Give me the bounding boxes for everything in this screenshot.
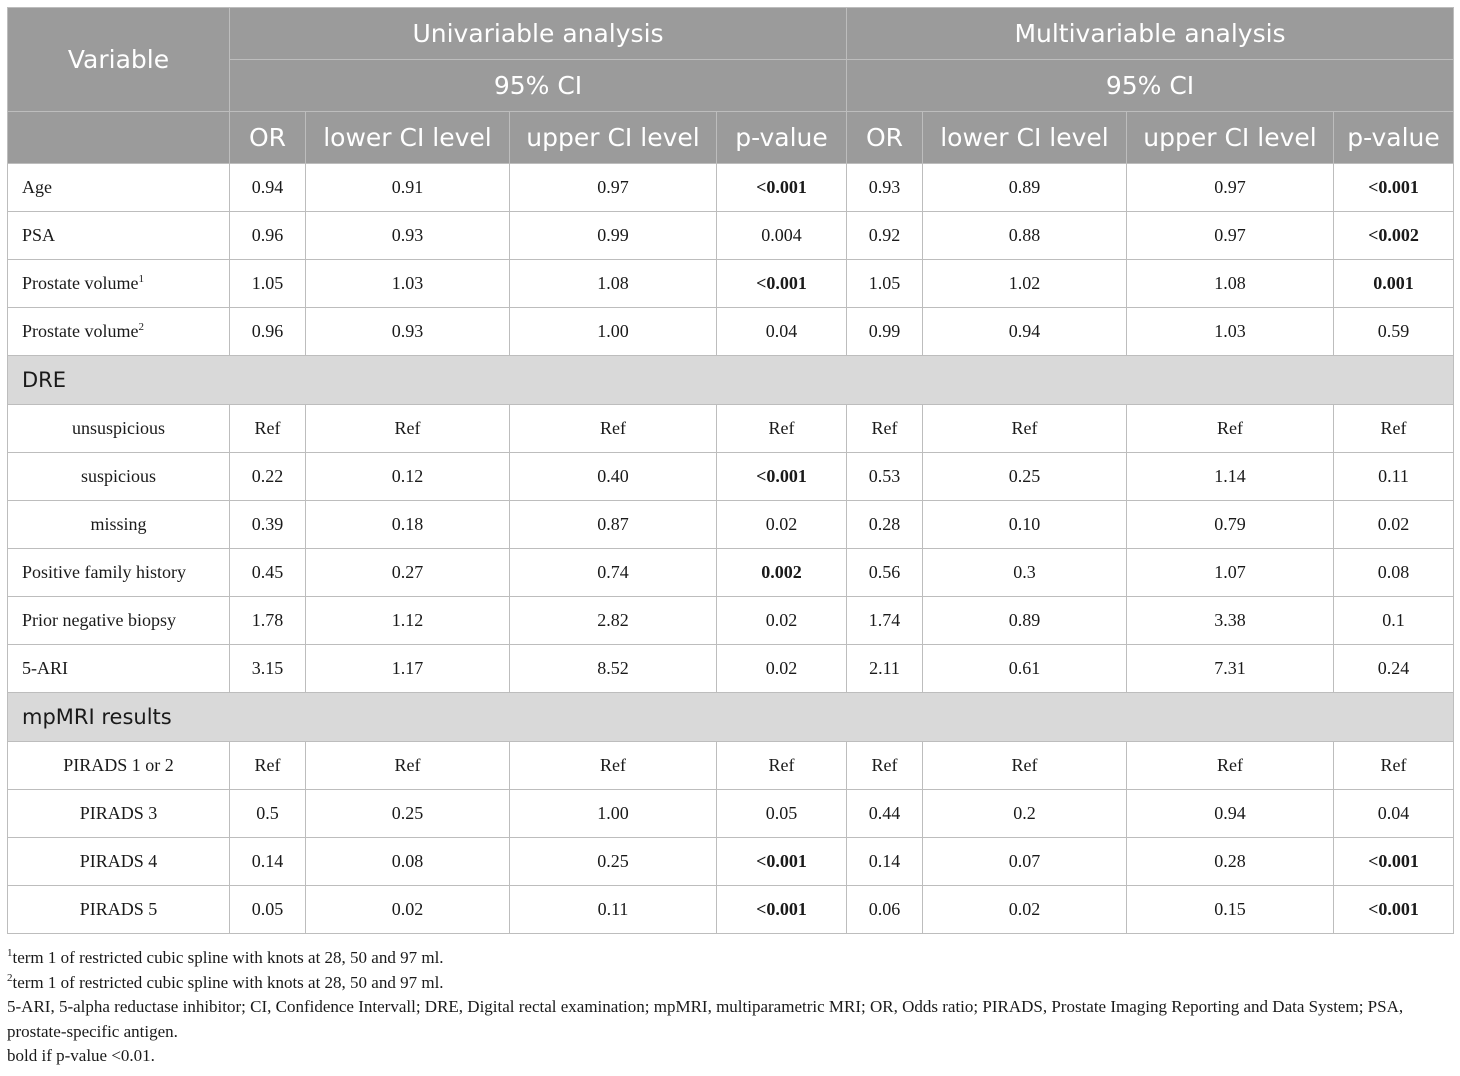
table-row xyxy=(8,501,1454,549)
row-label: Age xyxy=(8,164,230,212)
results-table-container xyxy=(7,7,1453,934)
variable-header: Variable xyxy=(8,8,230,112)
univariable-header: Univariable analysis xyxy=(230,8,847,60)
table-cell: 1.03 xyxy=(1127,308,1334,356)
table-cell: 0.89 xyxy=(923,597,1127,645)
uni-ci-header: 95% CI xyxy=(230,60,847,112)
table-cell: 1.03 xyxy=(306,260,510,308)
table-cell: 0.28 xyxy=(1127,838,1334,886)
footnote-1 xyxy=(7,946,1453,971)
table-cell: 0.25 xyxy=(306,790,510,838)
table-cell: 0.88 xyxy=(923,212,1127,260)
table-cell: 0.93 xyxy=(306,212,510,260)
table-cell: 0.05 xyxy=(717,790,847,838)
table-cell: <0.001 xyxy=(1334,886,1454,934)
table-footnotes xyxy=(7,946,1453,1069)
table-cell: 1.02 xyxy=(923,260,1127,308)
table-cell: 0.04 xyxy=(717,308,847,356)
table-cell: 0.25 xyxy=(923,453,1127,501)
section-title: DRE xyxy=(8,356,1454,405)
table-cell: 0.2 xyxy=(923,790,1127,838)
table-cell: 0.94 xyxy=(230,164,306,212)
multi-lower-ci-header: lower CI level xyxy=(923,112,1127,164)
regression-results-table xyxy=(7,7,1454,934)
table-cell: Ref xyxy=(847,405,923,453)
table-cell: 0.02 xyxy=(306,886,510,934)
table-cell: 0.004 xyxy=(717,212,847,260)
table-cell: 3.38 xyxy=(1127,597,1334,645)
row-label: PIRADS 3 xyxy=(8,790,230,838)
table-cell: 0.91 xyxy=(306,164,510,212)
multivariable-header: Multivariable analysis xyxy=(847,8,1454,60)
table-cell: <0.001 xyxy=(717,453,847,501)
uni-upper-ci-header: upper CI level xyxy=(510,112,717,164)
table-row xyxy=(8,645,1454,693)
row-label: 5-ARI xyxy=(8,645,230,693)
table-cell: 0.10 xyxy=(923,501,1127,549)
table-cell: 1.00 xyxy=(510,790,717,838)
table-cell: Ref xyxy=(1127,742,1334,790)
table-cell: 0.61 xyxy=(923,645,1127,693)
uni-or-header: OR xyxy=(230,112,306,164)
table-cell: 1.12 xyxy=(306,597,510,645)
table-cell: 0.5 xyxy=(230,790,306,838)
table-cell: 1.00 xyxy=(510,308,717,356)
row-label: Prior negative biopsy xyxy=(8,597,230,645)
footnote-text: term 1 of restricted cubic spline with knots at 28, 50 and 97 ml. xyxy=(12,972,444,992)
table-cell: Ref xyxy=(1334,742,1454,790)
table-row xyxy=(8,405,1454,453)
table-cell: 2.11 xyxy=(847,645,923,693)
table-cell: 0.11 xyxy=(1334,453,1454,501)
table-row xyxy=(8,453,1454,501)
table-cell: 8.52 xyxy=(510,645,717,693)
table-row xyxy=(8,308,1454,356)
uni-lower-ci-header: lower CI level xyxy=(306,112,510,164)
multi-upper-ci-header: upper CI level xyxy=(1127,112,1334,164)
table-cell: 0.22 xyxy=(230,453,306,501)
table-row xyxy=(8,597,1454,645)
table-cell: 3.15 xyxy=(230,645,306,693)
table-cell: <0.001 xyxy=(717,164,847,212)
table-cell: 0.44 xyxy=(847,790,923,838)
table-cell: 0.93 xyxy=(847,164,923,212)
blank-header-cell xyxy=(8,112,230,164)
table-cell: Ref xyxy=(510,742,717,790)
table-row xyxy=(8,742,1454,790)
table-cell: 0.25 xyxy=(510,838,717,886)
table-cell: 1.14 xyxy=(1127,453,1334,501)
table-cell: 0.99 xyxy=(510,212,717,260)
table-row xyxy=(8,790,1454,838)
table-cell: 0.18 xyxy=(306,501,510,549)
footnote-marker: 1 xyxy=(138,273,144,285)
table-cell: 0.53 xyxy=(847,453,923,501)
table-cell: 0.14 xyxy=(230,838,306,886)
table-cell: 0.06 xyxy=(847,886,923,934)
row-label: PIRADS 1 or 2 xyxy=(8,742,230,790)
table-cell: 0.97 xyxy=(1127,164,1334,212)
row-label: PSA xyxy=(8,212,230,260)
table-cell: 0.24 xyxy=(1334,645,1454,693)
section-row-mpmri xyxy=(8,693,1454,742)
table-cell: 0.93 xyxy=(306,308,510,356)
table-cell: 0.27 xyxy=(306,549,510,597)
table-cell: <0.001 xyxy=(717,838,847,886)
footnote-2 xyxy=(7,971,1453,996)
row-label xyxy=(8,308,230,356)
table-cell: 0.97 xyxy=(1127,212,1334,260)
table-cell: 1.07 xyxy=(1127,549,1334,597)
table-cell: 0.07 xyxy=(923,838,1127,886)
table-cell: 1.78 xyxy=(230,597,306,645)
table-cell: 0.97 xyxy=(510,164,717,212)
table-cell: 0.02 xyxy=(717,501,847,549)
table-cell: 0.40 xyxy=(510,453,717,501)
abbreviations-note: 5-ARI, 5-alpha reductase inhibitor; CI, Confidence Intervall; DRE, Digital rectal examination; mpMRI, multiparametric MRI; OR, Odds ratio; PIRADS, Prostate Imaging Reporting and Data System; PSA, prostate-specific antigen. xyxy=(7,997,1404,1041)
table-cell: Ref xyxy=(1127,405,1334,453)
table-cell: 1.17 xyxy=(306,645,510,693)
row-label-text: Prostate volume xyxy=(22,321,139,341)
table-cell: 0.04 xyxy=(1334,790,1454,838)
table-cell: <0.001 xyxy=(717,886,847,934)
table-cell: 1.05 xyxy=(847,260,923,308)
table-cell: <0.001 xyxy=(717,260,847,308)
footnote-marker: 2 xyxy=(138,321,144,333)
table-cell: Ref xyxy=(717,742,847,790)
table-cell: 0.79 xyxy=(1127,501,1334,549)
table-cell: 0.02 xyxy=(717,597,847,645)
table-row xyxy=(8,549,1454,597)
table-row xyxy=(8,260,1454,308)
multi-or-header: OR xyxy=(847,112,923,164)
table-cell: 0.001 xyxy=(1334,260,1454,308)
row-label: unsuspicious xyxy=(8,405,230,453)
table-cell: 7.31 xyxy=(1127,645,1334,693)
table-cell: 1.08 xyxy=(1127,260,1334,308)
table-cell: 0.02 xyxy=(717,645,847,693)
table-row xyxy=(8,838,1454,886)
table-cell: 0.87 xyxy=(510,501,717,549)
table-cell: Ref xyxy=(923,742,1127,790)
table-cell: Ref xyxy=(306,405,510,453)
table-cell: Ref xyxy=(923,405,1127,453)
table-cell: Ref xyxy=(230,742,306,790)
table-cell: 0.45 xyxy=(230,549,306,597)
table-cell: 0.02 xyxy=(923,886,1127,934)
row-label: Positive family history xyxy=(8,549,230,597)
uni-p-value-header: p-value xyxy=(717,112,847,164)
table-row xyxy=(8,886,1454,934)
table-cell: 1.74 xyxy=(847,597,923,645)
table-cell: Ref xyxy=(847,742,923,790)
footnote-marker: 2 xyxy=(7,971,13,984)
table-cell: 0.002 xyxy=(717,549,847,597)
table-cell: 0.94 xyxy=(1127,790,1334,838)
table-cell: 0.74 xyxy=(510,549,717,597)
table-cell: 0.02 xyxy=(1334,501,1454,549)
section-title: mpMRI results xyxy=(8,693,1454,742)
bold-note: bold if p-value <0.01. xyxy=(7,1046,155,1065)
row-label: suspicious xyxy=(8,453,230,501)
multi-ci-header: 95% CI xyxy=(847,60,1454,112)
table-cell: 0.94 xyxy=(923,308,1127,356)
table-cell: 0.59 xyxy=(1334,308,1454,356)
row-label xyxy=(8,260,230,308)
table-row xyxy=(8,164,1454,212)
row-label: PIRADS 5 xyxy=(8,886,230,934)
section-row-dre xyxy=(8,356,1454,405)
table-cell: <0.001 xyxy=(1334,838,1454,886)
table-cell: 0.1 xyxy=(1334,597,1454,645)
table-cell: <0.001 xyxy=(1334,164,1454,212)
table-cell: 0.96 xyxy=(230,212,306,260)
table-cell: 0.08 xyxy=(306,838,510,886)
footnote-marker: 1 xyxy=(7,947,13,959)
table-cell: Ref xyxy=(510,405,717,453)
table-cell: 0.15 xyxy=(1127,886,1334,934)
table-cell: 0.11 xyxy=(510,886,717,934)
table-cell: 0.99 xyxy=(847,308,923,356)
table-cell: 2.82 xyxy=(510,597,717,645)
table-cell: 0.05 xyxy=(230,886,306,934)
table-cell: 0.14 xyxy=(847,838,923,886)
table-cell: 0.12 xyxy=(306,453,510,501)
multi-p-value-header: p-value xyxy=(1334,112,1454,164)
row-label: PIRADS 4 xyxy=(8,838,230,886)
table-cell: 0.96 xyxy=(230,308,306,356)
row-label: missing xyxy=(8,501,230,549)
table-cell: Ref xyxy=(1334,405,1454,453)
table-cell: 1.08 xyxy=(510,260,717,308)
table-cell: <0.002 xyxy=(1334,212,1454,260)
table-cell: Ref xyxy=(306,742,510,790)
table-cell: 1.05 xyxy=(230,260,306,308)
table-cell: 0.92 xyxy=(847,212,923,260)
table-cell: 0.28 xyxy=(847,501,923,549)
table-cell: 0.3 xyxy=(923,549,1127,597)
table-cell: 0.08 xyxy=(1334,549,1454,597)
table-cell: 0.39 xyxy=(230,501,306,549)
footnote-text: term 1 of restricted cubic spline with knots at 28, 50 and 97 ml. xyxy=(12,948,444,967)
table-row xyxy=(8,212,1454,260)
table-cell: Ref xyxy=(717,405,847,453)
table-cell: 0.89 xyxy=(923,164,1127,212)
table-cell: 0.56 xyxy=(847,549,923,597)
row-label-text: Prostate volume xyxy=(22,273,139,293)
table-cell: Ref xyxy=(230,405,306,453)
